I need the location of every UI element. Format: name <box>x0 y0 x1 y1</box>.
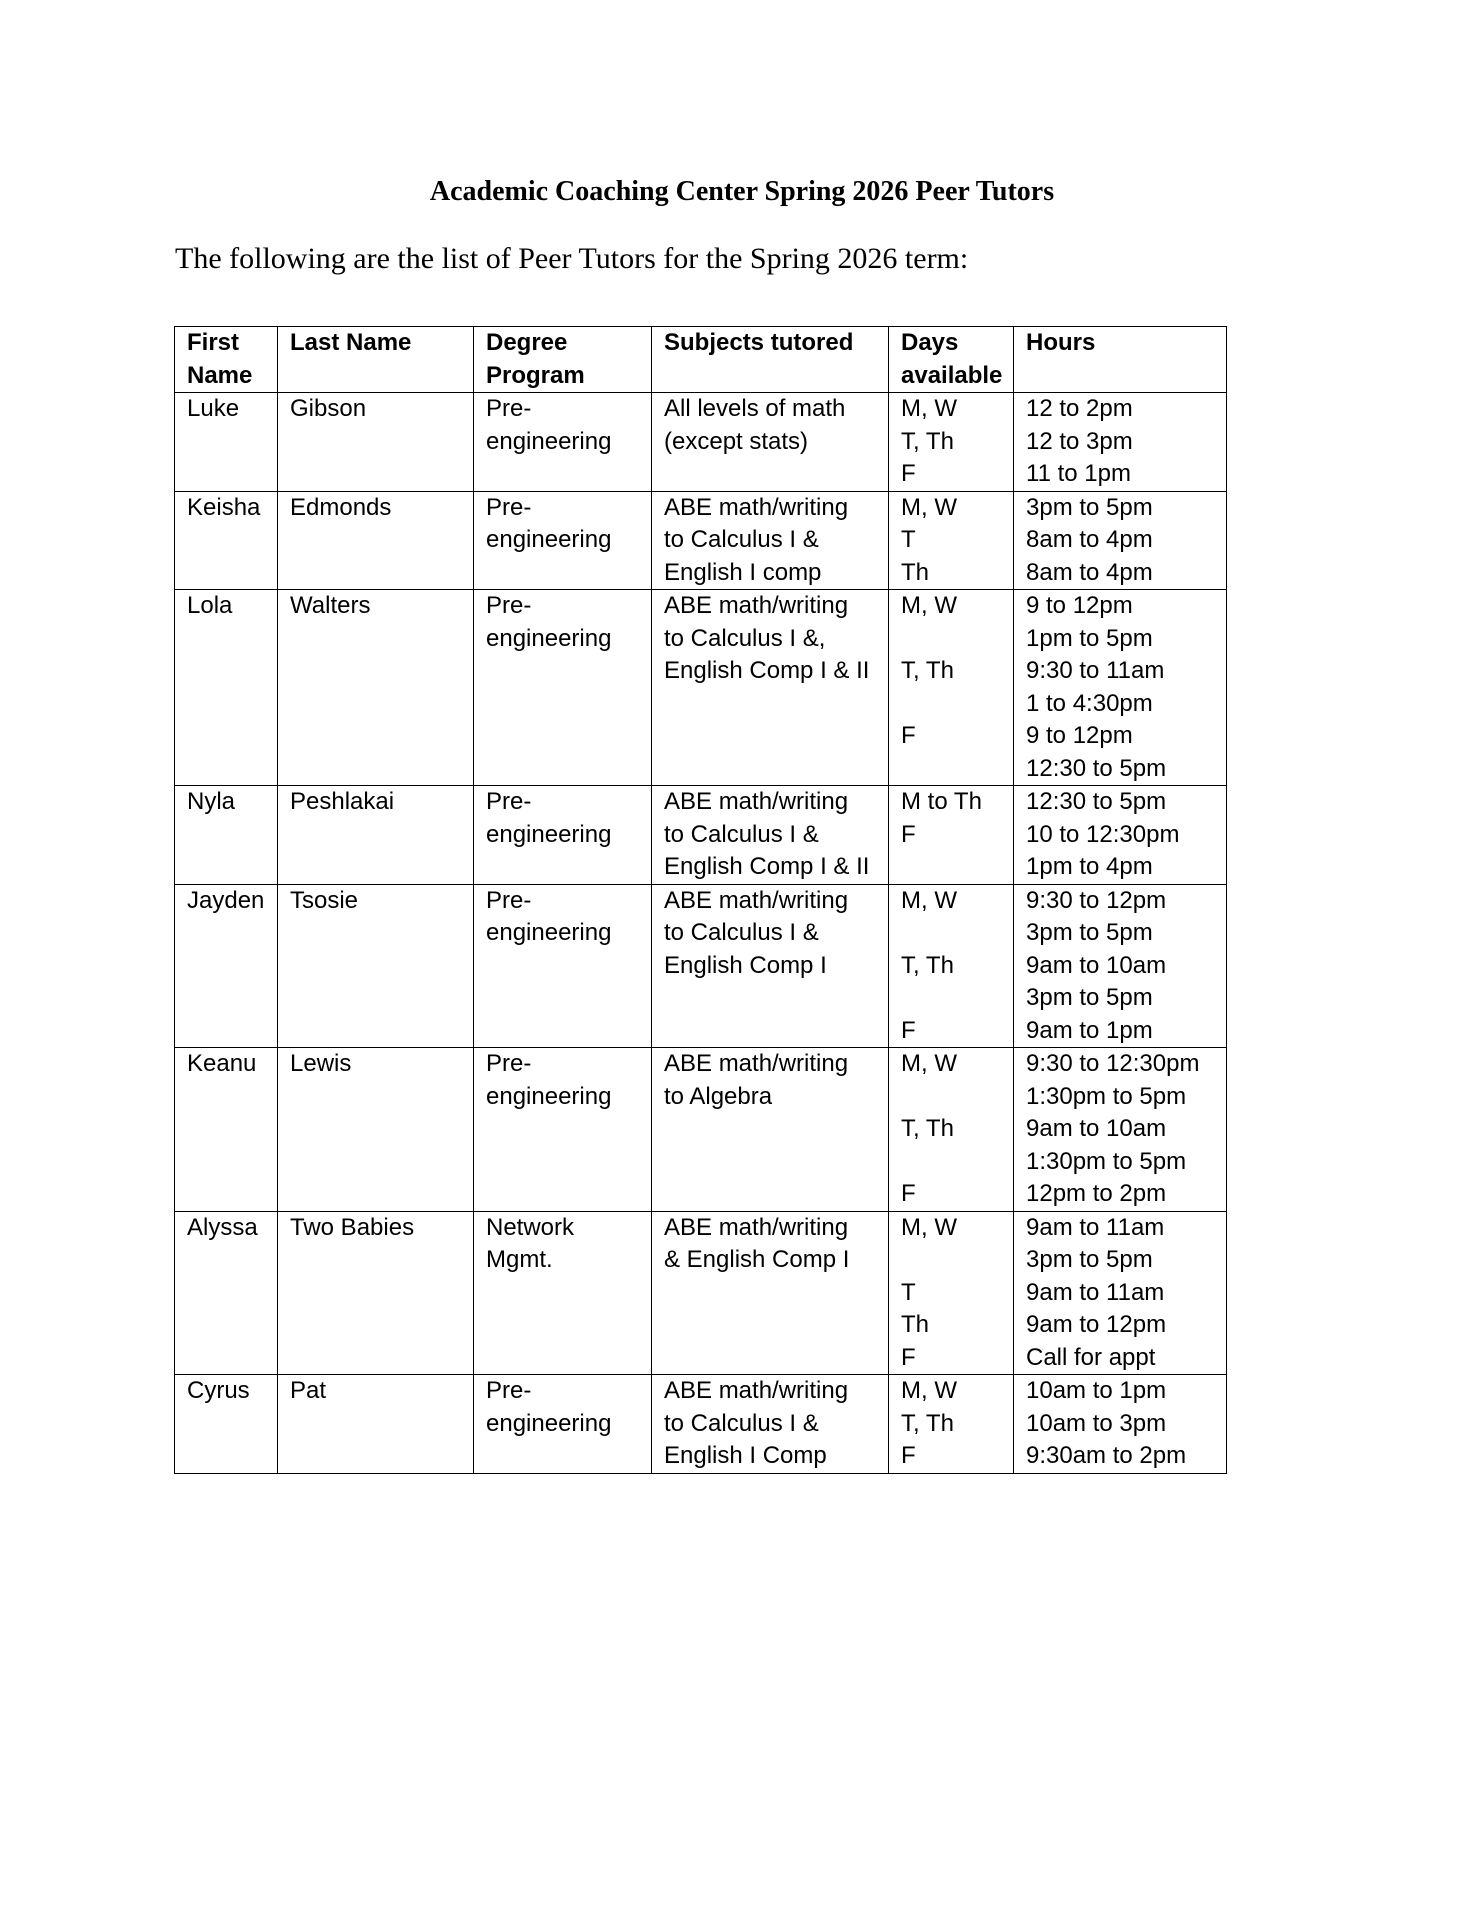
table-row <box>175 393 1227 492</box>
cell-hours: 10am to 1pm 10am to 3pm 9:30am to 2pm <box>1014 1375 1227 1474</box>
cell-subjects-tutored: ABE math/writing to Calculus I &, English Comp I & II <box>652 590 889 786</box>
cell-days-available: M, W T, Th F <box>889 1048 1014 1212</box>
cell-first-name: Alyssa <box>175 1211 278 1375</box>
cell-degree-program: Pre- engineering <box>474 786 652 885</box>
header-days-available: Days available <box>889 327 1014 393</box>
cell-first-name: Keisha <box>175 491 278 590</box>
table-row <box>175 491 1227 590</box>
cell-first-name: Nyla <box>175 786 278 885</box>
cell-subjects-tutored: ABE math/writing to Calculus I & English I comp <box>652 491 889 590</box>
cell-degree-program: Pre- engineering <box>474 1048 652 1212</box>
cell-days-available: M, W T, Th F <box>889 884 1014 1048</box>
cell-hours: 9 to 12pm 1pm to 5pm 9:30 to 11am 1 to 4:30pm 9 to 12pm 12:30 to 5pm <box>1014 590 1227 786</box>
header-last-name: Last Name <box>278 327 474 393</box>
table-row <box>175 1048 1227 1212</box>
cell-last-name: Two Babies <box>278 1211 474 1375</box>
table-row <box>175 590 1227 786</box>
cell-days-available: M to Th F <box>889 786 1014 885</box>
table-header-row <box>175 327 1227 393</box>
peer-tutors-table <box>174 326 1227 1474</box>
cell-days-available: M, W T, Th F <box>889 393 1014 492</box>
cell-subjects-tutored: ABE math/writing to Calculus I & English Comp I <box>652 884 889 1048</box>
cell-last-name: Edmonds <box>278 491 474 590</box>
cell-last-name: Lewis <box>278 1048 474 1212</box>
cell-last-name: Tsosie <box>278 884 474 1048</box>
table-row <box>175 1375 1227 1474</box>
intro-text: The following are the list of Peer Tutors for the Spring 2026 term: <box>175 242 969 275</box>
cell-last-name: Gibson <box>278 393 474 492</box>
header-subjects-tutored: Subjects tutored <box>652 327 889 393</box>
cell-subjects-tutored: ABE math/writing to Algebra <box>652 1048 889 1212</box>
cell-hours: 12:30 to 5pm 10 to 12:30pm 1pm to 4pm <box>1014 786 1227 885</box>
cell-last-name: Walters <box>278 590 474 786</box>
cell-days-available: M, W T Th <box>889 491 1014 590</box>
cell-subjects-tutored: ABE math/writing to Calculus I & English I Comp <box>652 1375 889 1474</box>
cell-hours: 3pm to 5pm 8am to 4pm 8am to 4pm <box>1014 491 1227 590</box>
cell-subjects-tutored: ABE math/writing to Calculus I & English Comp I & II <box>652 786 889 885</box>
header-degree-program: Degree Program <box>474 327 652 393</box>
cell-degree-program: Pre- engineering <box>474 393 652 492</box>
cell-first-name: Keanu <box>175 1048 278 1212</box>
cell-subjects-tutored: ABE math/writing & English Comp I <box>652 1211 889 1375</box>
page-title: Academic Coaching Center Spring 2026 Peer Tutors <box>429 176 1055 207</box>
cell-last-name: Pat <box>278 1375 474 1474</box>
header-hours: Hours <box>1014 327 1227 393</box>
cell-first-name: Lola <box>175 590 278 786</box>
table-row <box>175 786 1227 885</box>
cell-degree-program: Network Mgmt. <box>474 1211 652 1375</box>
cell-hours: 9am to 11am 3pm to 5pm 9am to 11am 9am to 12pm Call for appt <box>1014 1211 1227 1375</box>
cell-degree-program: Pre- engineering <box>474 884 652 1048</box>
cell-last-name: Peshlakai <box>278 786 474 885</box>
table-row <box>175 1211 1227 1375</box>
cell-degree-program: Pre- engineering <box>474 1375 652 1474</box>
cell-degree-program: Pre- engineering <box>474 491 652 590</box>
header-first-name: First Name <box>175 327 278 393</box>
cell-first-name: Luke <box>175 393 278 492</box>
cell-first-name: Cyrus <box>175 1375 278 1474</box>
cell-days-available: M, W T, Th F <box>889 1375 1014 1474</box>
cell-first-name: Jayden <box>175 884 278 1048</box>
cell-days-available: M, W T, Th F <box>889 590 1014 786</box>
cell-days-available: M, W T Th F <box>889 1211 1014 1375</box>
cell-hours: 9:30 to 12pm 3pm to 5pm 9am to 10am 3pm to 5pm 9am to 1pm <box>1014 884 1227 1048</box>
cell-hours: 12 to 2pm 12 to 3pm 11 to 1pm <box>1014 393 1227 492</box>
cell-subjects-tutored: All levels of math (except stats) <box>652 393 889 492</box>
cell-degree-program: Pre- engineering <box>474 590 652 786</box>
table-row <box>175 884 1227 1048</box>
cell-hours: 9:30 to 12:30pm 1:30pm to 5pm 9am to 10am 1:30pm to 5pm 12pm to 2pm <box>1014 1048 1227 1212</box>
